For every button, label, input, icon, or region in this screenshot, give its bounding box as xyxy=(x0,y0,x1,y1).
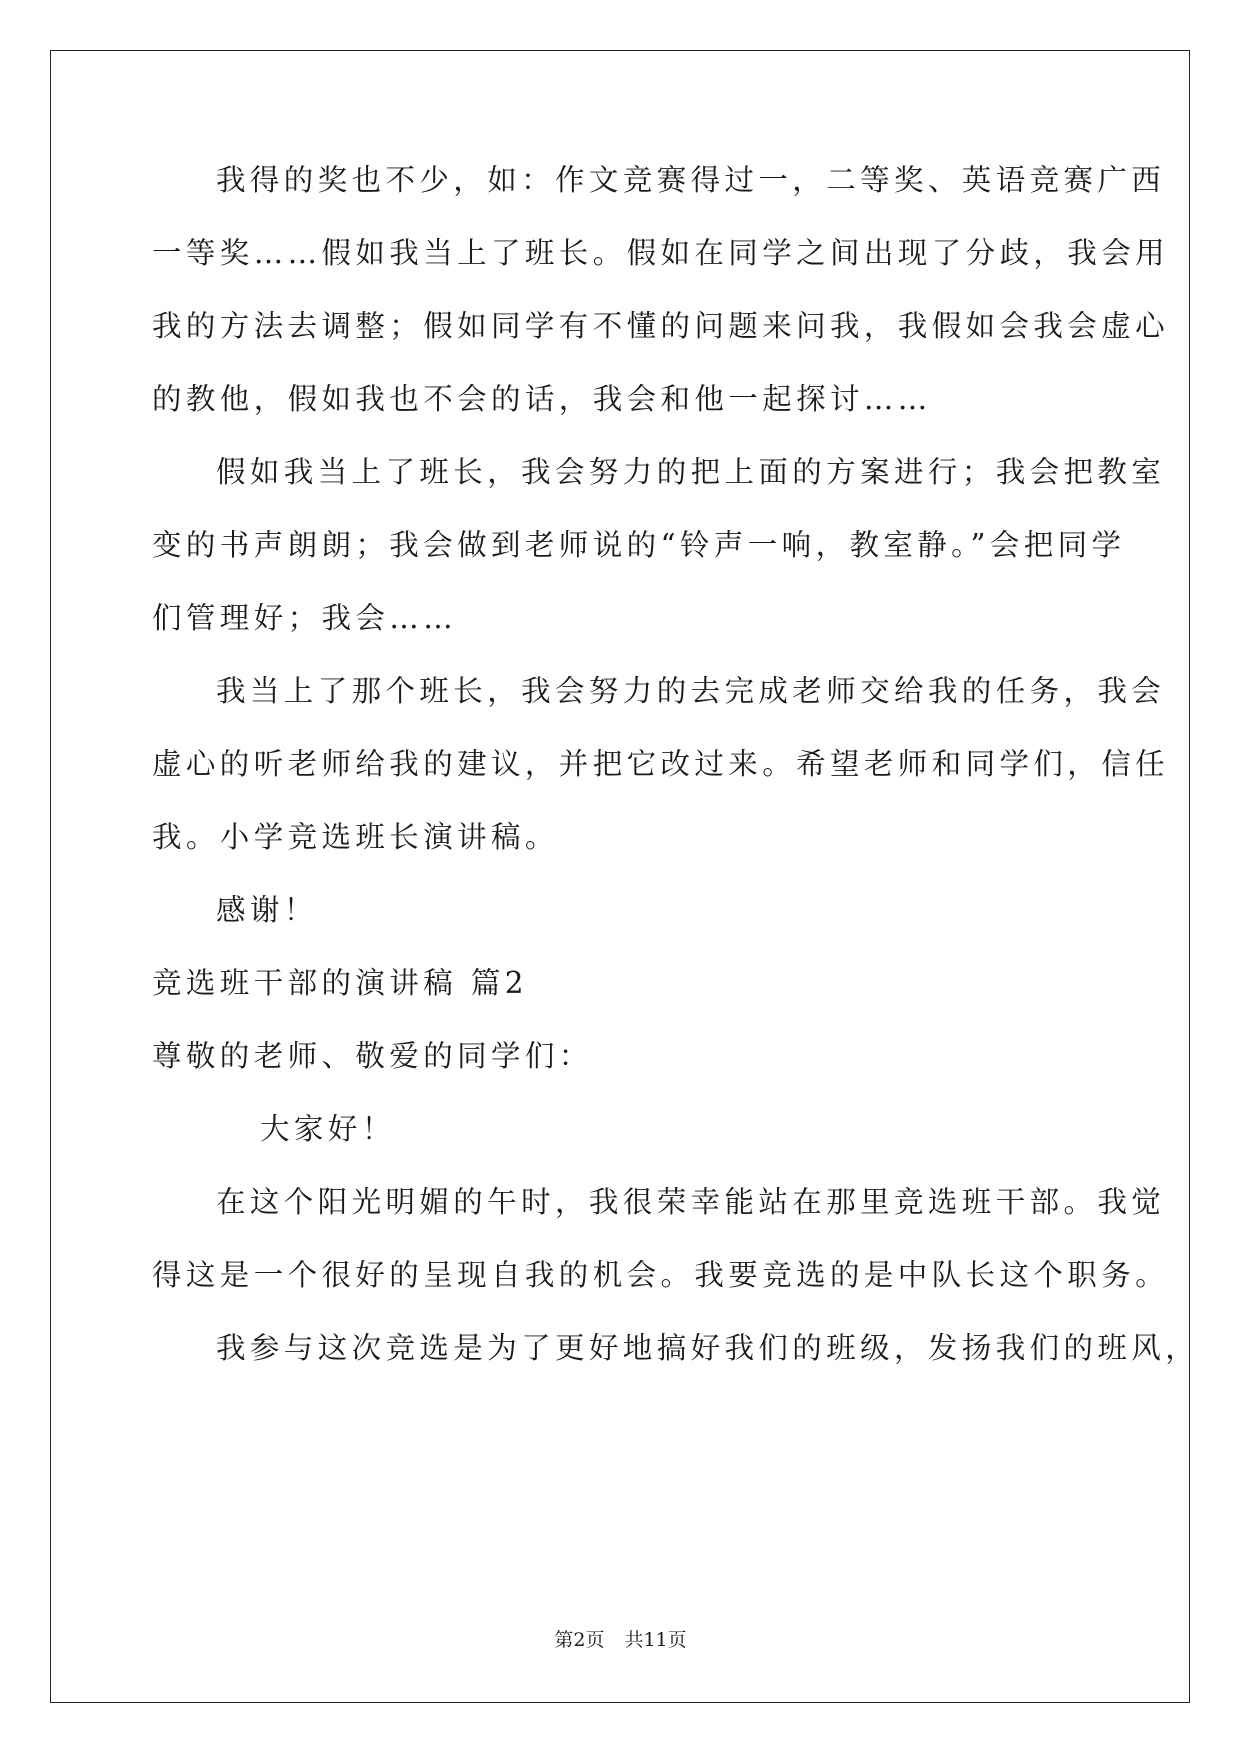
greeting: 大家好！ xyxy=(260,1112,396,1146)
paragraph-line: 感谢！ xyxy=(216,893,318,927)
page-footer xyxy=(0,1628,1241,1652)
paragraph-line: 我得的奖也不少，如：作文竞赛得过一，二等奖、英语竞赛广西 xyxy=(216,163,1166,197)
paragraph-line: 变的书声朗朗；我会做到老师说的“铃声一响，教室静。”会把同学 xyxy=(152,528,1126,562)
paragraph-line: 我参与这次竞选是为了更好地搞好我们的班级，发扬我们的班风， xyxy=(216,1331,1200,1365)
salutation: 尊敬的老师、敬爱的同学们： xyxy=(152,1039,593,1073)
paragraph-line: 得这是一个很好的呈现自我的机会。我要竞选的是中队长这个职务。 xyxy=(152,1258,1170,1292)
page-frame xyxy=(50,50,1190,1703)
page-number: 第2页 xyxy=(554,1629,605,1651)
page-total: 共11页 xyxy=(624,1629,687,1651)
paragraph-line: 一等奖……假如我当上了班长。假如在同学之间出现了分歧，我会用 xyxy=(152,236,1170,270)
paragraph-line: 我。小学竞选班长演讲稿。 xyxy=(152,820,559,854)
paragraph-line: 虚心的听老师给我的建议，并把它改过来。希望老师和同学们，信任 xyxy=(152,747,1170,781)
paragraph-line: 我的方法去调整；假如同学有不懂的问题来问我，我假如会我会虚心 xyxy=(152,309,1170,343)
paragraph-line: 假如我当上了班长，我会努力的把上面的方案进行；我会把教室 xyxy=(216,455,1166,489)
section-heading: 竞选班干部的演讲稿 篇2 xyxy=(152,966,528,1000)
paragraph-line: 在这个阳光明媚的午时，我很荣幸能站在那里竞选班干部。我觉 xyxy=(216,1185,1166,1219)
paragraph-line: 我当上了那个班长，我会努力的去完成老师交给我的任务，我会 xyxy=(216,674,1166,708)
paragraph-line: 们管理好；我会…… xyxy=(152,601,458,635)
paragraph-line: 的教他，假如我也不会的话，我会和他一起探讨…… xyxy=(152,382,932,416)
